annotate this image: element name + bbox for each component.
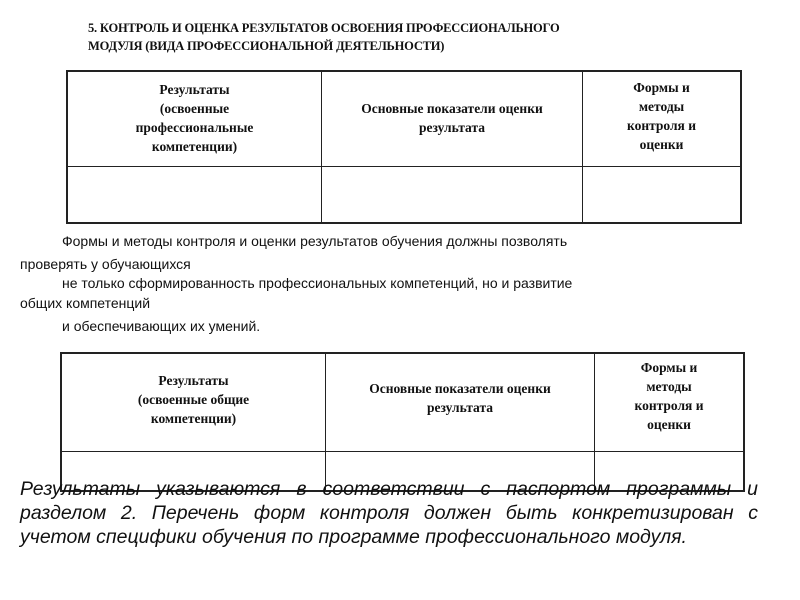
header-indicators — [322, 71, 583, 166]
table-cell[interactable] — [583, 166, 742, 223]
header-results — [67, 71, 322, 166]
header-forms-methods — [595, 353, 745, 451]
paragraph-line: проверять у обучающихся — [20, 256, 191, 272]
header-line: Результаты — [158, 373, 229, 388]
header-line: контроля и — [626, 118, 697, 133]
table-header-row — [61, 353, 744, 451]
table-cell[interactable] — [67, 166, 322, 223]
header-line: (освоенные общие — [137, 392, 250, 407]
table-cell[interactable] — [322, 166, 583, 223]
header-line: результата — [419, 120, 485, 135]
general-competencies-table — [60, 352, 745, 492]
table-row — [67, 166, 741, 223]
header-line: профессиональные — [135, 120, 254, 135]
header-line: результата — [427, 400, 493, 415]
header-line: контроля и — [634, 398, 704, 413]
header-indicators — [326, 353, 595, 451]
section-title-line-2: МОДУЛЯ (ВИДА ПРОФЕССИОНАЛЬНОЙ ДЕЯТЕЛЬНОСТИ) — [88, 39, 445, 53]
header-line: Основные показатели оценки — [361, 101, 543, 116]
header-line: Формы и — [633, 80, 690, 95]
header-line: (освоенные — [159, 101, 230, 116]
header-results — [61, 353, 326, 451]
header-line: Результаты — [159, 82, 230, 97]
paragraph-line: и обеспечивающих их умений. — [62, 318, 261, 334]
header-line: оценки — [639, 137, 684, 152]
header-line: Формы и — [640, 360, 698, 375]
paragraph-line: не только сформированность профессиональных компетенций, но и развитие — [62, 275, 573, 291]
header-line: методы — [638, 99, 685, 114]
header-line: компетенции) — [150, 411, 237, 426]
section-title — [88, 19, 560, 55]
header-line: Основные показатели оценки — [369, 381, 551, 396]
header-line: методы — [646, 379, 692, 394]
header-line: компетенции) — [151, 139, 238, 154]
note-text: Результаты указываются в соответствии с паспортом программы и разделом 2. Перечень форм контроля должен быть конкретизирован с учетом специфики обучения по программе профессионального модуля. — [20, 478, 758, 548]
table-header-row — [67, 71, 741, 166]
paragraph-line: общих компетенций — [20, 295, 151, 311]
header-line: оценки — [647, 417, 691, 432]
professional-competencies-table — [66, 70, 742, 224]
header-forms-methods — [583, 71, 742, 166]
paragraph-line: Формы и методы контроля и оценки результатов обучения должны позволять — [62, 233, 568, 249]
section-title-line-1: 5. КОНТРОЛЬ И ОЦЕНКА РЕЗУЛЬТАТОВ ОСВОЕНИЯ ПРОФЕССИОНАЛЬНОГО — [88, 21, 560, 35]
